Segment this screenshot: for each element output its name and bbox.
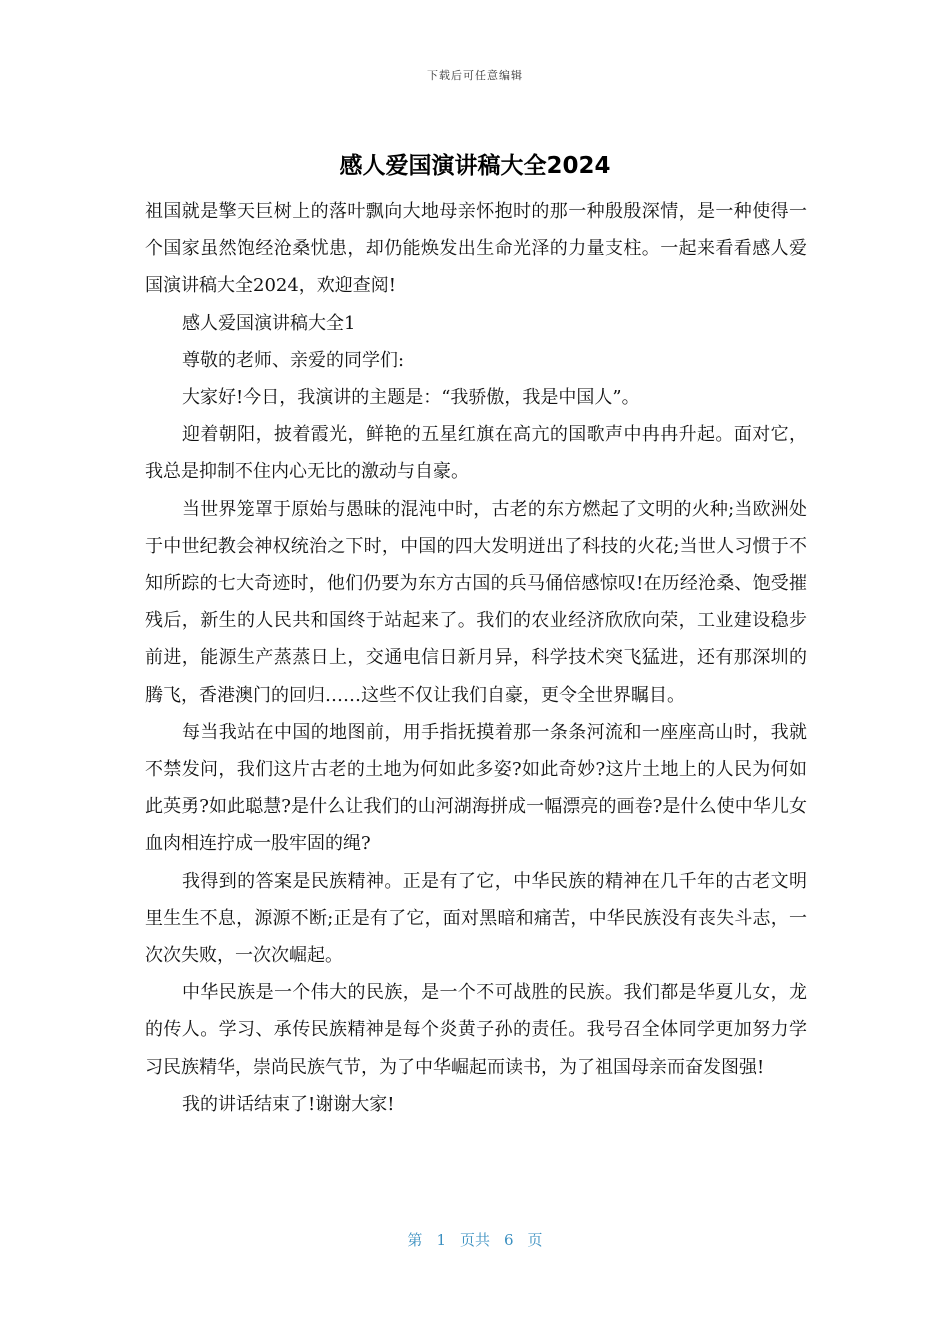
footer-suffix: 页 xyxy=(527,1231,543,1249)
header-note: 下载后可任意编辑 xyxy=(427,69,523,82)
body-paragraph: 每当我站在中国的地图前，用手指抚摸着那一条条河流和一座座高山时，我就不禁发问，我们这片古老的土地为何如此多姿?如此奇妙?这片土地上的人民为何如此英勇?如此聪慧?是什么让我们的山河湖海拼成一幅漂亮的画卷?是什么使中华儿女血肉相连拧成一股牢固的绳? xyxy=(145,721,807,855)
section-heading: 感人爱国演讲稿大全1 xyxy=(182,312,356,334)
footer-prefix: 第 xyxy=(407,1231,423,1249)
body-paragraph: 中华民族是一个伟大的民族，是一个不可战胜的民族。我们都是华夏儿女，龙的传人。学习、承传民族精神是每个炎黄子孙的责任。我号召全体同学更加努力学习民族精华，崇尚民族气节，为了中华崛起而读书，为了祖国母亲而奋发图强! xyxy=(145,982,807,1078)
closing-paragraph: 我的讲话结束了!谢谢大家! xyxy=(182,1093,395,1115)
document-body xyxy=(145,193,807,1123)
greeting-paragraph: 大家好!今日，我演讲的主题是：“我骄傲，我是中国人”。 xyxy=(182,387,640,409)
footer-page-number: 1 xyxy=(436,1231,446,1249)
body-paragraph: 迎着朝阳，披着霞光，鲜艳的五星红旗在高亢的国歌声中冉冉升起。面对它，我总是抑制不住内心无比的激动与自豪。 xyxy=(145,424,807,483)
footer-middle: 页共 xyxy=(459,1231,490,1249)
page-footer xyxy=(0,1229,950,1250)
footer-total-pages: 6 xyxy=(504,1231,514,1249)
document-title: 感人爱国演讲稿大全2024 xyxy=(339,153,611,179)
salutation: 尊敬的老师、亲爱的同学们: xyxy=(182,349,405,371)
intro-paragraph: 祖国就是擎天巨树上的落叶飘向大地母亲怀抱时的那一种殷殷深情，是一种使得一个国家虽然饱经沧桑忧患，却仍能焕发出生命光泽的力量支柱。一起来看看感人爱国演讲稿大全2024，欢迎查阅! xyxy=(145,201,807,297)
body-paragraph: 当世界笼罩于原始与愚昧的混沌中时，古老的东方燃起了文明的火种;当欧洲处于中世纪教会神权统治之下时，中国的四大发明迸出了科技的火花;当世人习惯于不知所踪的七大奇迹时，他们仍要为东方古国的兵马俑倍感惊叹!在历经沧桑、饱受摧残后，新生的人民共和国终于站起来了。我们的农业经济欣欣向荣，工业建设稳步前进，能源生产蒸蒸日上，交通电信日新月异，科学技术突飞猛进，还有那深圳的腾飞，香港澳门的回归……这些不仅让我们自豪，更令全世界瞩目。 xyxy=(145,498,807,706)
body-paragraph: 我得到的答案是民族精神。正是有了它，中华民族的精神在几千年的古老文明里生生不息，源源不断;正是有了它，面对黑暗和痛苦，中华民族没有丧失斗志，一次次失败，一次次崛起。 xyxy=(145,870,807,967)
